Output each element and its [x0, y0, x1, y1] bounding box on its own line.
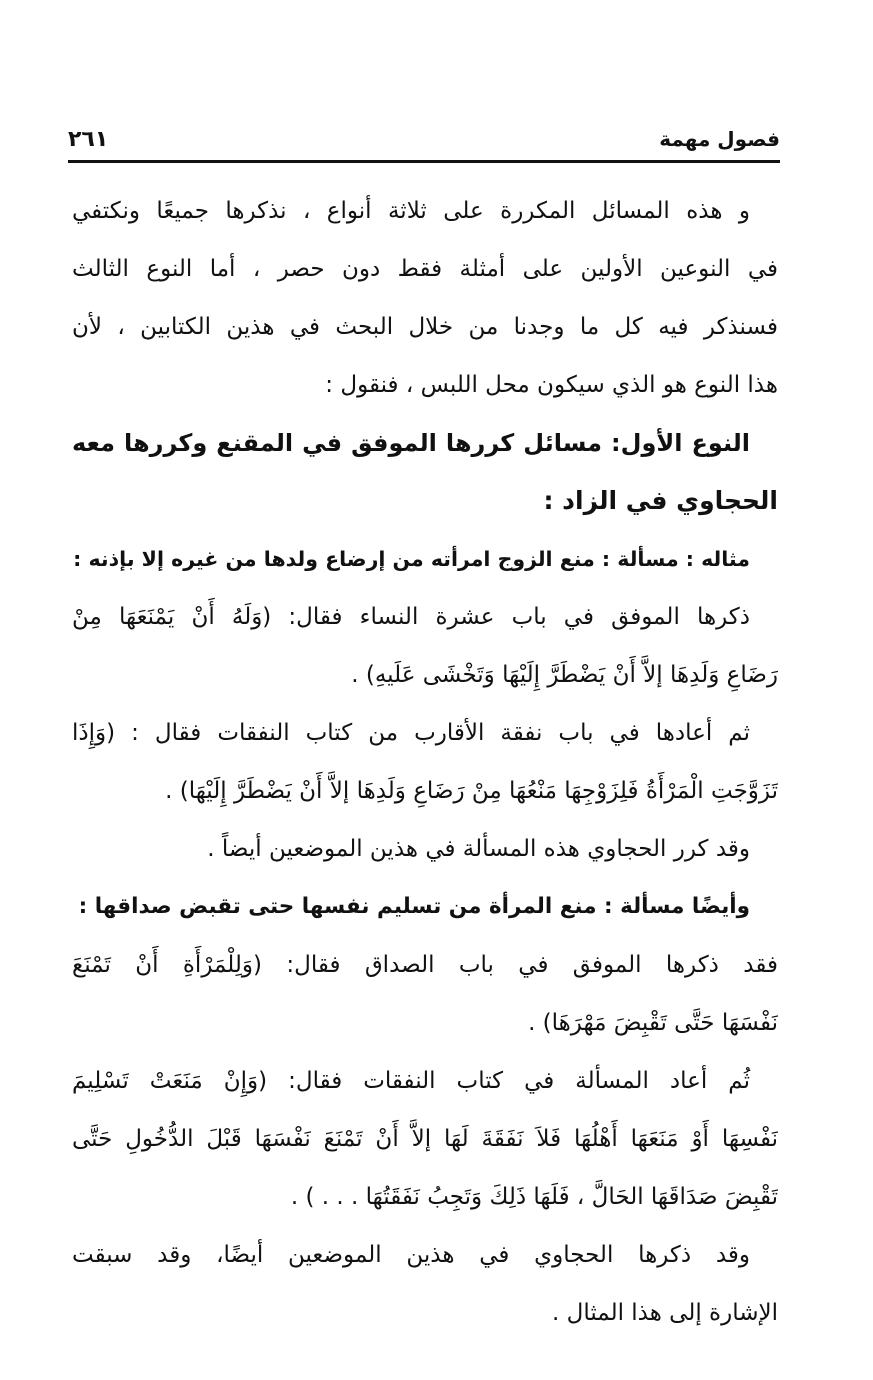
example-heading: مثاله : مسألة : منع الزوج امرأته من إرضاع ولدها من غيره إلا بإذنه :: [73, 547, 750, 571]
text-line: وقد كرر الحجاوي هذه المسألة في هذين الموضعين أيضاً .: [207, 836, 750, 862]
text-line: نَفْسِهَا أَوْ مَنَعَهَا أَهْلُهَا فَلاَ نَفَقَةَ لَهَا إلاَّ أَنْ تَمْنَعَ نَفْسَهَا قَبْلَ الدُّخُولِ حَتَّى: [72, 1126, 778, 1152]
text-line: وقد ذكرها الحجاوي في هذين الموضعين أيضًا، وقد سبقت: [72, 1242, 750, 1268]
text-line: ثُم أعاد المسألة في كتاب النفقات فقال: (وَإِنْ مَنَعَتْ تَسْلِيمَ: [72, 1068, 750, 1094]
running-title: فصول مهمة: [659, 127, 780, 151]
section-heading-line: النوع الأول: مسائل كررها الموفق في المقنع وكررها معه: [72, 429, 750, 457]
text-line: نَفْسَهَا حَتَّى تَقْبِضَ مَهْرَهَا) .: [528, 1010, 778, 1036]
text-line: تَقْبِضَ صَدَاقَهَا الحَالَّ ، فَلَهَا ذَلِكَ وَتَجِبُ نَفَقَتُهَا . . . ) .: [290, 1184, 778, 1210]
text-line: فقد ذكرها الموفق في باب الصداق فقال: (وَلِلْمَرْأَةِ أَنْ تَمْنَعَ: [72, 952, 778, 978]
text-line: ذكرها الموفق في باب عشرة النساء فقال: (وَلَهُ أَنْ يَمْنَعَهَا مِنْ: [72, 604, 750, 630]
text-line: هذا النوع هو الذي سيكون محل اللبس ، فنقول :: [325, 372, 778, 398]
example-heading: وأيضًا مسألة : منع المرأة من تسليم نفسها حتى تقبض صداقها :: [78, 894, 750, 919]
page-body: [72, 182, 778, 1342]
page-number: ٢٦١: [68, 126, 109, 152]
text-line: و هذه المسائل المكررة على ثلاثة أنواع ، نذكرها جميعًا ونكتفي: [72, 198, 750, 224]
text-line: فسنذكر فيه كل ما وجدنا من خلال البحث في هذين الكتابين ، لأن: [72, 314, 778, 340]
text-line: ثم أعادها في باب نفقة الأقارب من كتاب النفقات فقال : (وَإِذَا: [72, 720, 750, 746]
text-line: الإشارة إلى هذا المثال .: [551, 1300, 778, 1326]
text-line: في النوعين الأولين على أمثلة فقط دون حصر ، أما النوع الثالث: [72, 256, 778, 282]
running-header: [68, 118, 780, 163]
section-heading-line: الحجاوي في الزاد :: [543, 486, 778, 515]
text-line: تَزَوَّجَتِ الْمَرْأَةُ فَلِزَوْجِهَا مَنْعُهَا مِنْ رَضَاعِ وَلَدِهَا إلاَّ أَنْ يَضْطَرَّ إِلَيْهَا) .: [165, 778, 778, 804]
text-line: رَضَاعِ وَلَدِهَا إلاَّ أَنْ يَضْطَرَّ إِلَيْهَا وَتَخْشَى عَلَيهِ) .: [351, 662, 778, 688]
